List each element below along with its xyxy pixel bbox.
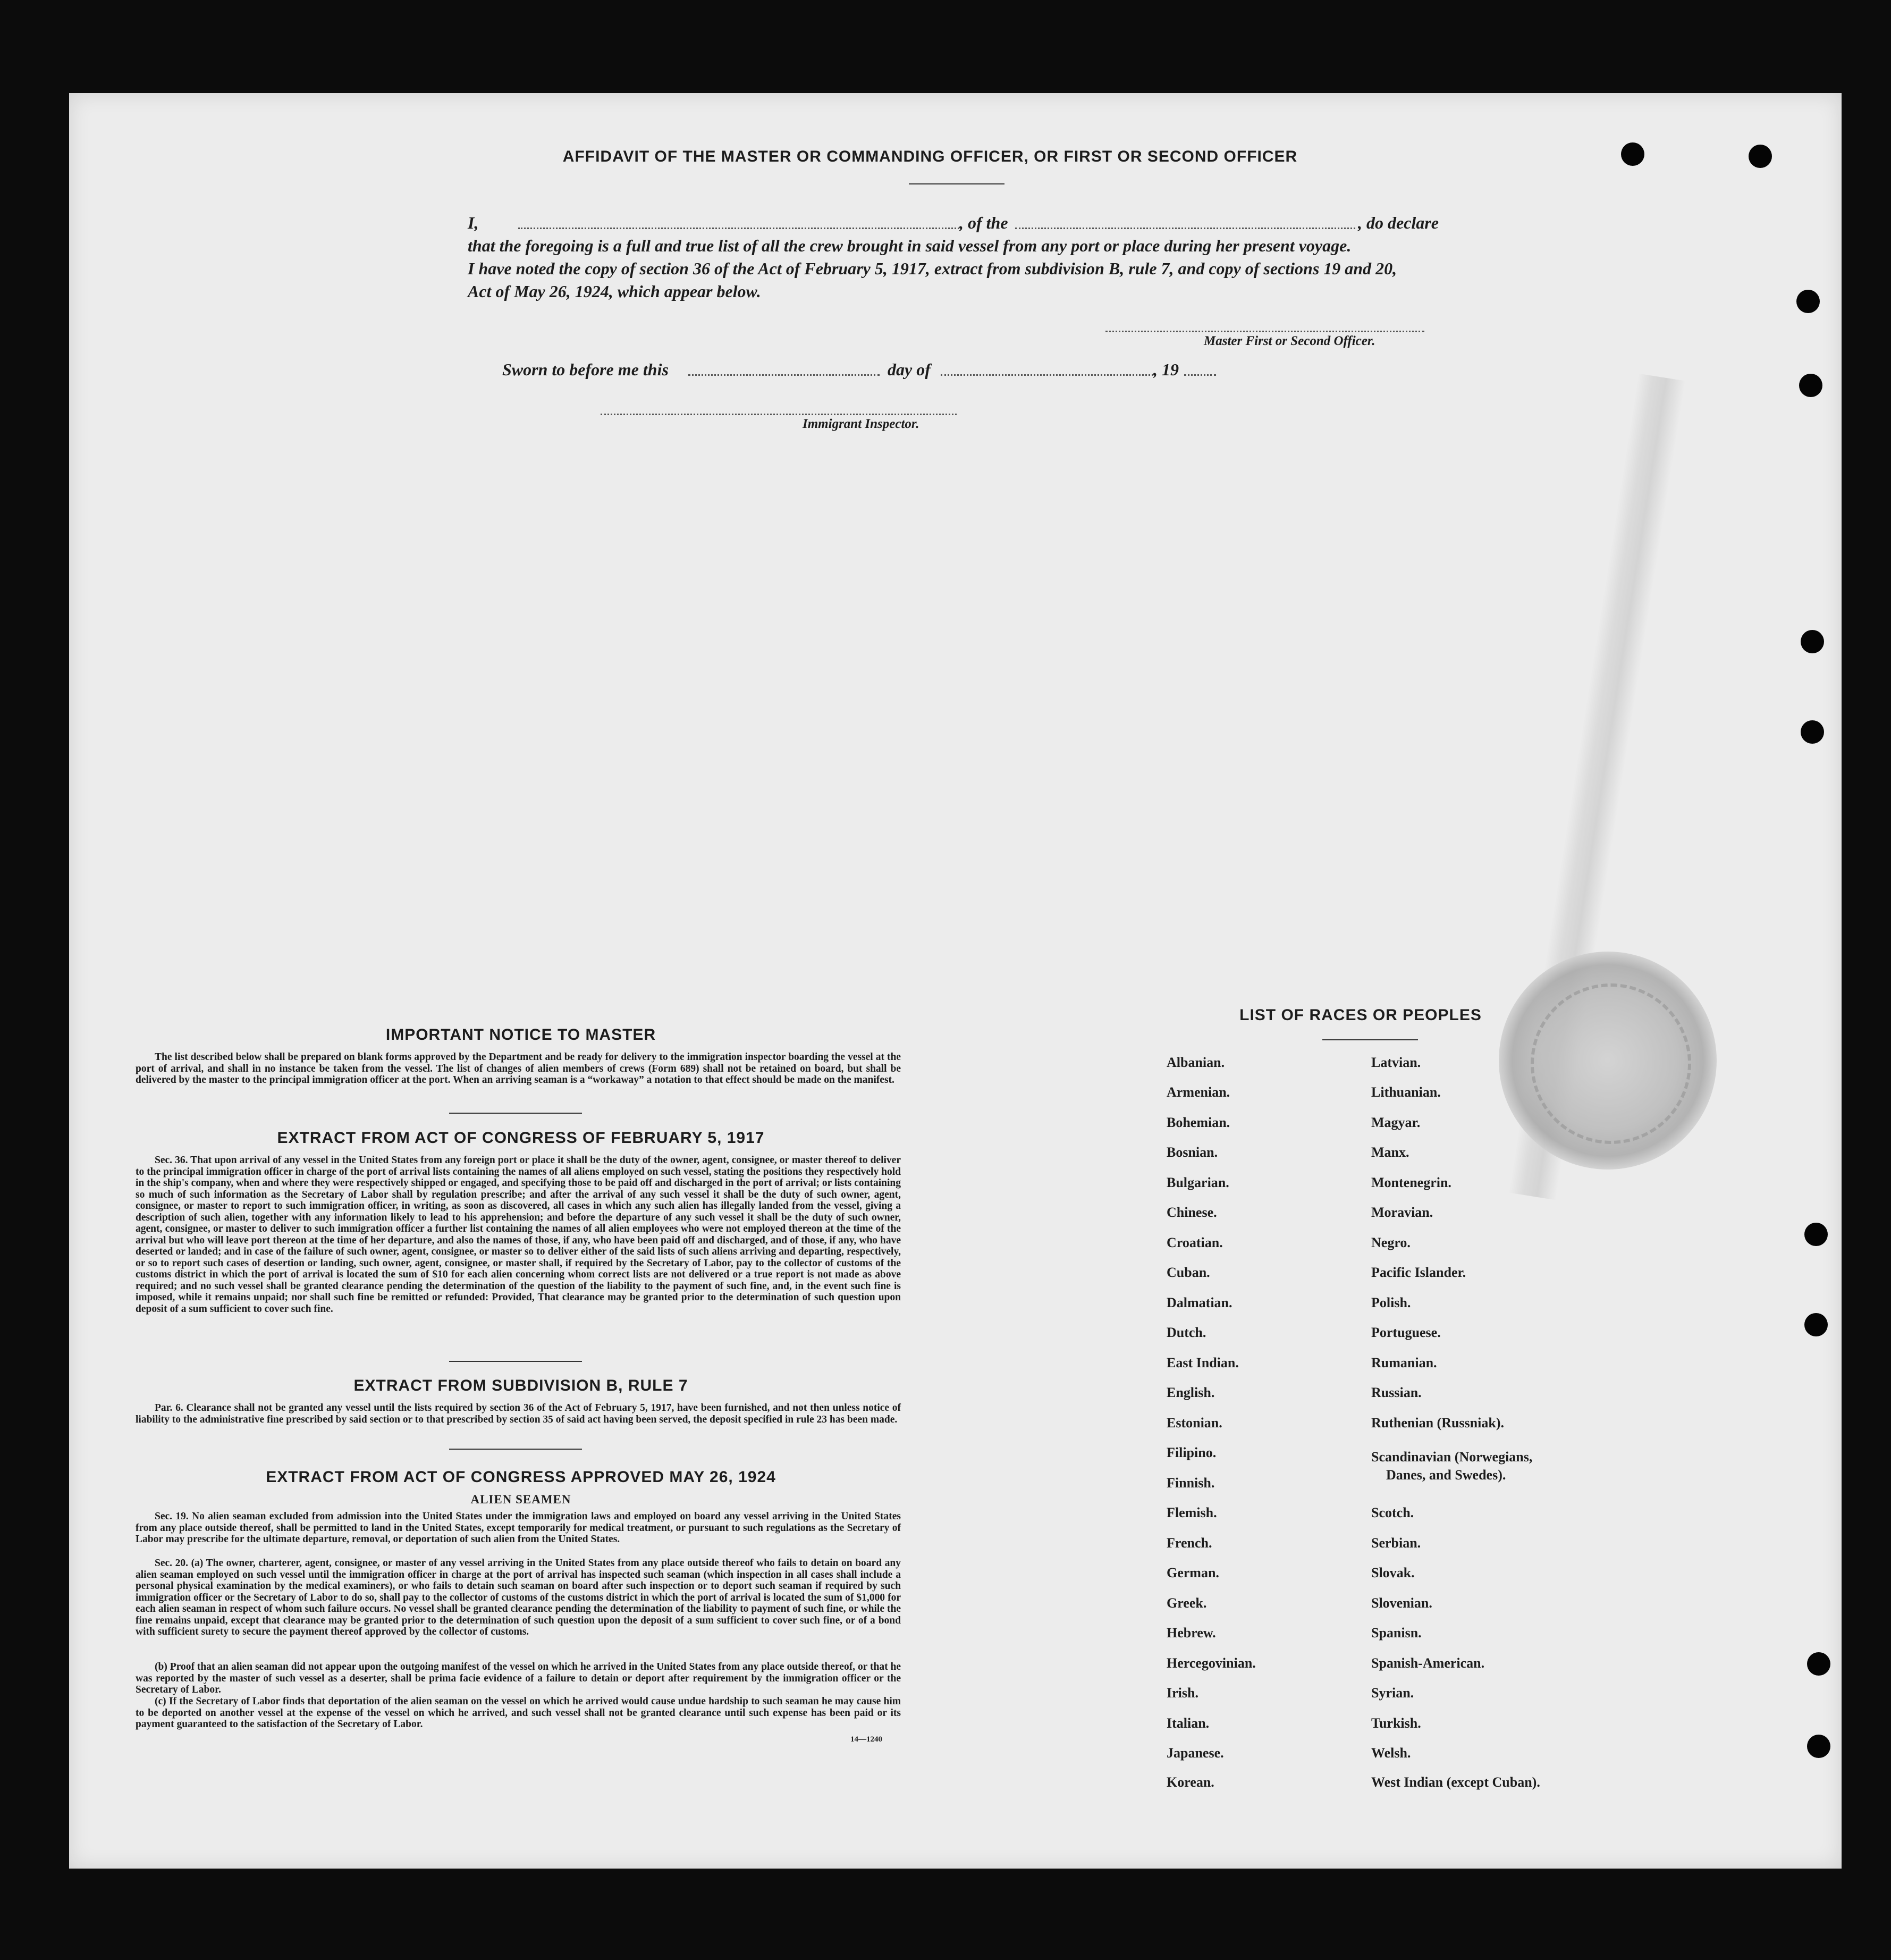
- race-left: English.: [1167, 1385, 1215, 1400]
- name-blank[interactable]: [518, 228, 959, 229]
- race-left: Estonian.: [1167, 1415, 1222, 1431]
- race-right: Danes, and Swedes).: [1386, 1467, 1506, 1483]
- notice-divider: [449, 1113, 582, 1114]
- rule7-divider: [449, 1449, 582, 1450]
- binder-hole: [1801, 630, 1824, 653]
- race-right: Syrian.: [1371, 1685, 1414, 1701]
- race-left: Italian.: [1167, 1715, 1210, 1731]
- sworn-day-of: day of: [888, 360, 931, 379]
- sworn-day-blank[interactable]: [688, 374, 880, 376]
- race-right: Pacific Islander.: [1371, 1265, 1466, 1280]
- race-right: Serbian.: [1371, 1535, 1421, 1551]
- sec20c-text: (c) If the Secretary of Labor finds that deportation of the alien seaman on the vessel on which he arrived would cause undue hardship to such seaman he may cause him to be deported on another vessel at the expense of the vessel on which he arrived, and such vessel shall not be granted clearance until such expense has been paid or its payment guaranteed to the satisfaction of the Secretary of Labor.: [136, 1696, 901, 1730]
- affidavit-title: AFFIDAVIT OF THE MASTER OR COMMANDING OFFICER, OR FIRST OR SECOND OFFICER: [562, 148, 1298, 165]
- sec20b-text: (b) Proof that an alien seaman did not appear upon the outgoing manifest of the vessel on which he arrived in the United States from any place outside thereof, or that he was reported by the master of such vessel as a deserter, shall be prima facie evidence of a failure to detain or deport after requirement by the immigration officer or the Secretary of Labor.: [136, 1661, 901, 1695]
- master-signature-line[interactable]: [1105, 331, 1424, 332]
- notice-title: IMPORTANT NOTICE TO MASTER: [385, 1026, 656, 1044]
- races-divider: [1322, 1039, 1418, 1040]
- race-left: French.: [1167, 1535, 1212, 1551]
- race-right: Portuguese.: [1371, 1325, 1441, 1340]
- extract-1924-subtitle: ALIEN SEAMEN: [470, 1493, 571, 1506]
- race-right: Latvian.: [1371, 1055, 1421, 1070]
- race-right: West Indian (except Cuban).: [1371, 1774, 1540, 1790]
- race-right: Montenegrin.: [1371, 1175, 1451, 1190]
- binder-hole: [1801, 720, 1824, 744]
- master-caption: Master First or Second Officer.: [1204, 334, 1375, 348]
- race-right: Slovenian.: [1371, 1595, 1432, 1611]
- extract-1917-title: EXTRACT FROM ACT OF CONGRESS OF FEBRUARY 5, 1917: [277, 1129, 765, 1147]
- race-left: Bohemian.: [1167, 1115, 1230, 1130]
- race-left: Filipino.: [1167, 1445, 1217, 1460]
- race-right: Turkish.: [1371, 1715, 1421, 1731]
- races-title: LIST OF RACES OR PEOPLES: [1239, 1006, 1482, 1024]
- rule7-text: Par. 6. Clearance shall not be granted any vessel until the lists required by section 36 of the Act of February 5, 1917, have been furnished, and not then unless notice of liability to the administrative fine prescribed by said section or to that prescribed by section 35 of said act having been served, the deposit specified in rule 23 has been made.: [136, 1402, 901, 1425]
- race-right: Spanish-American.: [1371, 1655, 1485, 1671]
- race-left: Irish.: [1167, 1685, 1198, 1701]
- affidavit-line-2: that the foregoing is a full and true list of all the crew brought in said vessel from any port or place during her present voyage.: [468, 236, 1352, 255]
- sworn-year: , 19: [1153, 360, 1179, 379]
- race-left: Flemish.: [1167, 1505, 1217, 1520]
- race-right: Scotch.: [1371, 1505, 1414, 1520]
- vessel-blank[interactable]: [1015, 228, 1355, 229]
- binder-hole: [1799, 374, 1822, 397]
- race-left: Chinese.: [1167, 1205, 1217, 1220]
- seal-ring: [1531, 983, 1691, 1144]
- race-left: Croatian.: [1167, 1235, 1223, 1250]
- sworn-year-blank[interactable]: [1184, 374, 1216, 376]
- extract-1917-text: Sec. 36. That upon arrival of any vessel in the United States from any foreign port or place it shall be the duty of the owner, agent, consignee, or master thereof to deliver to the principal immigration officer in charge of the port of arrival lists containing the names of all aliens employed on such vessel, stating the positions they respectively hold in the ship's company, when and where they were respectively shipped or engaged, and specifying those to be paid off and discharged in the port of arrival; or lists containing so much of such information as the Secretary of Labor shall by regulation prescribe; and after the arrival of any such vessel it shall be the duty of such owner, agent, consignee, or master to report to such immigration officer, in writing, as soon as discovered, all cases in which any such alien has illegally landed from the vessel, giving a description of such alien, together with any information likely to lead to his apprehension; and before the departure of any such vessel it shall be the duty of such owner, agent, consignee, or master to deliver to such immigration officer a further list containing the names of all alien employees who were not employed thereon at the time of the arrival but who will leave port thereon at the time of her departure, and also the names of those, if any, who have been paid off and discharged, and of those, if any, who have deserted or landed; and in case of the failure of such owner, agent, consignee, or master so to deliver either of the said lists of such aliens arriving and departing, respectively, or so to report such cases of desertion or landing, such owner, agent, consignee, or master shall, if required by the Secretary of Labor, pay to the collector of customs of the customs district in which the port of arrival is located the sum of $10 for each alien concerning whom correct lists are not delivered or a true report is not made as above required; and no such vessel shall be granted clearance pending the determination of the question of the liability to the payment of such fine, and, in the event such fine is imposed, while it remains unpaid; nor shall such fine be remitted or refunded: Provided, That clearance may be granted prior to the determination of such question upon deposit of a sum sufficient to cover such fine.: [136, 1155, 901, 1315]
- binder-hole: [1804, 1223, 1828, 1246]
- affidavit-of-the: , of the: [959, 213, 1008, 232]
- race-right: Scandinavian (Norwegians,: [1371, 1449, 1533, 1465]
- sec19-text: Sec. 19. No alien seaman excluded from admission into the United States under the immigration laws and employed on board any vessel arriving in the United States from any place outside thereof, shall be permitted to land in the United States, except temporarily for medical treatment, or pursuant to such regulations as the Secretary of Labor may prescribe for the ultimate departure, removal, or deportation of such alien from the United States.: [136, 1511, 901, 1545]
- binder-hole: [1807, 1735, 1830, 1758]
- race-right: Negro.: [1371, 1235, 1411, 1250]
- race-left: Korean.: [1167, 1774, 1214, 1790]
- race-left: Bosnian.: [1167, 1145, 1218, 1160]
- notice-text: The list described below shall be prepared on blank forms approved by the Department and be ready for delivery to the immigration inspector boarding the vessel at the port of arrival, and shall in no instance be taken from the vessel. The list of changes of alien members of crews (Form 689) shall not be retained on board, but shall be delivered by the master to the principal immigration officer at the port. When an arriving seaman is a “workaway” a notation to that effect should be made on the manifest.: [136, 1051, 901, 1086]
- race-right: Magyar.: [1371, 1115, 1421, 1130]
- race-left: East Indian.: [1167, 1355, 1239, 1370]
- sec20a-text: Sec. 20. (a) The owner, charterer, agent, consignee, or master of any vessel arriving in the United States from any place outside thereof who fails to detain on board any alien seaman employed on such vessel until the immigration officer in charge at the port of arrival has inspected such seaman (which inspection in all cases shall include a personal physical examination by the medical examiners), or who fails to detain such seaman on board after such inspection or to deport such seaman if required by such immigration officer or the Secretary of Labor to do so, shall pay to the collector of customs of the customs district in which the port of arrival is located the sum of $1,000 for each alien seaman in respect of whom such failure occurs. No vessel shall be granted clearance pending the determination of the liability to payment of such fine, or while the fine remains unpaid, except that clearance may be granted prior to the determination of such question upon the deposit of a sum sufficient to cover such fine, or of a bond with sufficient surety to secure the payment thereof approved by the collector of customs.: [136, 1558, 901, 1637]
- race-left: Albanian.: [1167, 1055, 1225, 1070]
- race-left: German.: [1167, 1565, 1219, 1580]
- race-right: Slovak.: [1371, 1565, 1415, 1580]
- binder-hole: [1796, 290, 1820, 313]
- race-left: Hercegovinian.: [1167, 1655, 1256, 1671]
- race-left: Japanese.: [1167, 1745, 1224, 1761]
- race-left: Dutch.: [1167, 1325, 1206, 1340]
- race-left: Finnish.: [1167, 1475, 1215, 1491]
- race-left: Armenian.: [1167, 1084, 1230, 1100]
- title-divider: [909, 183, 1004, 184]
- extract-1917-divider: [449, 1361, 582, 1362]
- extract-1924-title: EXTRACT FROM ACT OF CONGRESS APPROVED MAY 26, 1924: [266, 1468, 776, 1486]
- race-left: Cuban.: [1167, 1265, 1210, 1280]
- binder-hole: [1621, 142, 1644, 166]
- affidavit-declare: , do declare: [1358, 213, 1439, 232]
- race-left: Hebrew.: [1167, 1625, 1216, 1641]
- form-number: 14—1240: [850, 1735, 882, 1744]
- race-left: Dalmatian.: [1167, 1295, 1232, 1310]
- inspector-signature-line[interactable]: [601, 414, 957, 415]
- sworn-prefix: Sworn to before me this: [502, 360, 669, 379]
- race-right: Russian.: [1371, 1385, 1422, 1400]
- affidavit-line-4: Act of May 26, 1924, which appear below.: [468, 282, 761, 301]
- race-left: Bulgarian.: [1167, 1175, 1229, 1190]
- inspector-caption: Immigrant Inspector.: [803, 417, 919, 431]
- binder-hole: [1807, 1652, 1830, 1676]
- race-left: Greek.: [1167, 1595, 1207, 1611]
- sworn-month-blank[interactable]: [941, 374, 1153, 376]
- race-right: Moravian.: [1371, 1205, 1433, 1220]
- race-right: Welsh.: [1371, 1745, 1411, 1761]
- binder-hole: [1804, 1313, 1828, 1336]
- race-right: Spanisn.: [1371, 1625, 1422, 1641]
- race-right: Ruthenian (Russniak).: [1371, 1415, 1504, 1431]
- race-right: Manx.: [1371, 1145, 1409, 1160]
- race-right: Rumanian.: [1371, 1355, 1437, 1370]
- race-right: Polish.: [1371, 1295, 1411, 1310]
- affidavit-line-3: I have noted the copy of section 36 of the Act of February 5, 1917, extract from subdivision B, rule 7, and copy of sections 19 and 20,: [468, 259, 1397, 278]
- binder-hole: [1749, 145, 1772, 168]
- race-right: Lithuanian.: [1371, 1084, 1441, 1100]
- rule7-title: EXTRACT FROM SUBDIVISION B, RULE 7: [353, 1377, 688, 1394]
- affidavit-i: I,: [468, 213, 479, 232]
